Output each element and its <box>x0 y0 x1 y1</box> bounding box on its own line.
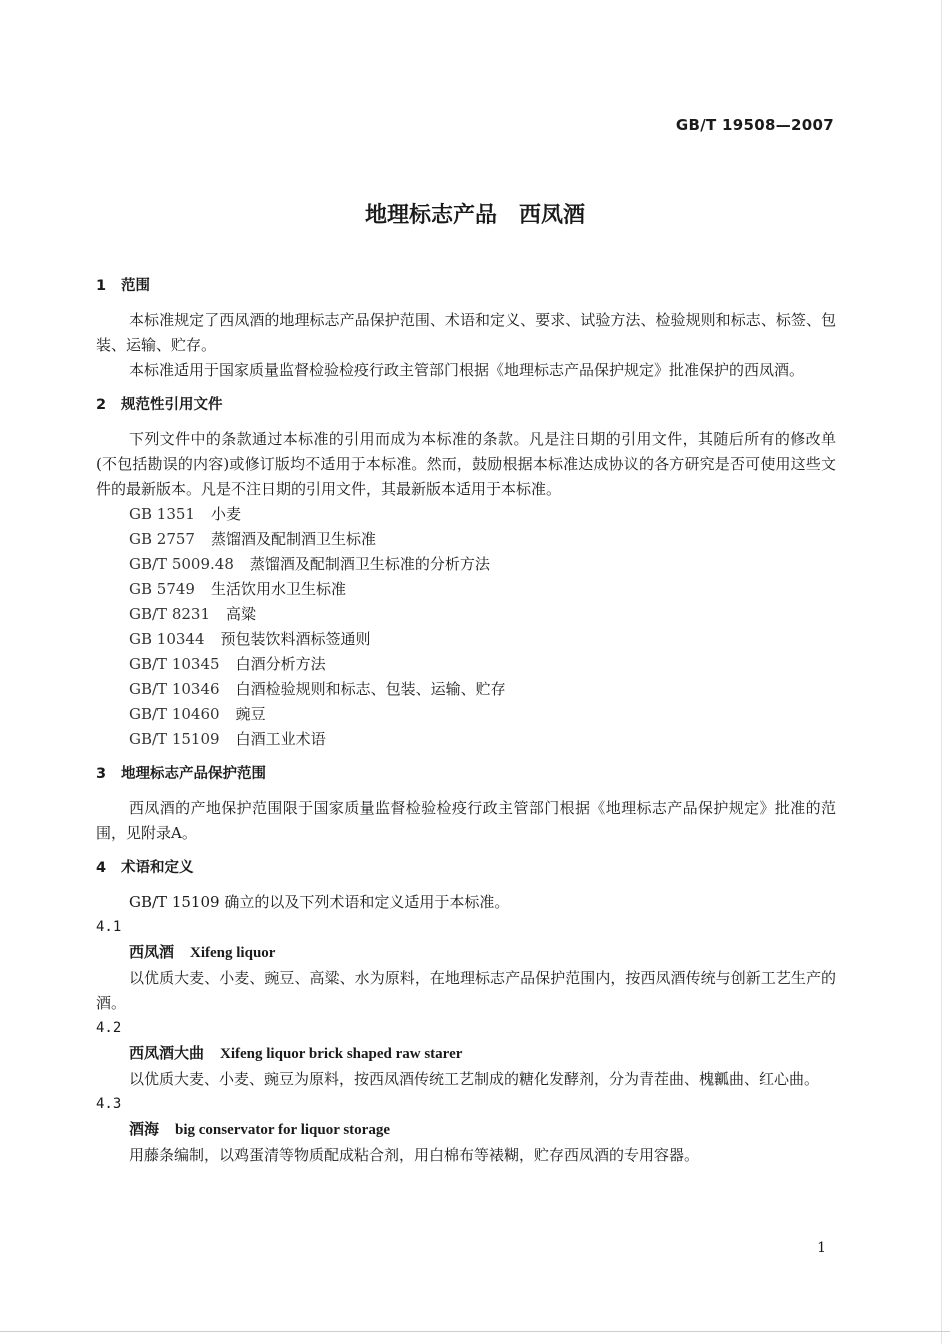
section-3-heading <box>96 762 836 786</box>
section-number: 2 <box>96 397 107 413</box>
reference-code: GB 1351 <box>129 505 195 523</box>
normative-references-list <box>96 502 836 752</box>
section-title: 范围 <box>121 278 150 294</box>
section-4-paragraph-1: GB/T 15109 确立的以及下列术语和定义适用于本标准。 <box>129 893 510 911</box>
section-1-paragraph-1: 本标准规定了西凤酒的地理标志产品保护范围、术语和定义、要求、试验方法、检验规则和标志、标签、包装、运输、贮存。 <box>96 311 836 354</box>
section-3-paragraph-1: 西凤酒的产地保护范围限于国家质量监督检验检疫行政主管部门根据《地理标志产品保护规定》批准的范围，见附录A。 <box>96 799 836 842</box>
term-heading <box>129 940 836 966</box>
term-number: 4.1 <box>96 919 122 935</box>
section-number: 4 <box>96 860 107 876</box>
term-zh: 西凤酒 <box>129 943 175 961</box>
term-heading <box>129 1041 836 1067</box>
term-definition: 以优质大麦、小麦、豌豆、高粱、水为原料，在地理标志产品保护范围内，按西凤酒传统与创新工艺生产的酒。 <box>96 969 836 1012</box>
reference-code: GB/T 10345 <box>129 655 220 673</box>
section-2-heading <box>96 393 836 417</box>
reference-code: GB/T 15109 <box>129 730 220 748</box>
reference-name: 预包装饮料酒标签通则 <box>220 630 371 648</box>
reference-code: GB/T 8231 <box>129 605 211 623</box>
term-zh: 西凤酒大曲 <box>129 1044 205 1062</box>
section-1-paragraph-2: 本标准适用于国家质量监督检验检疫行政主管部门根据《地理标志产品保护规定》批准保护的西凤酒。 <box>129 361 805 379</box>
section-1-heading <box>96 274 836 298</box>
section-number: 3 <box>96 766 107 782</box>
list-item <box>96 727 836 752</box>
reference-name: 白酒分析方法 <box>235 655 326 673</box>
list-item <box>96 627 836 652</box>
reference-code: GB 2757 <box>129 530 195 548</box>
term-number: 4.3 <box>96 1096 122 1112</box>
list-item <box>96 577 836 602</box>
reference-name: 白酒检验规则和标志、包装、运输、贮存 <box>235 680 506 698</box>
scan-bottom-line <box>0 1331 950 1332</box>
reference-name: 小麦 <box>210 505 241 523</box>
list-item <box>96 602 836 627</box>
list-item <box>96 527 836 552</box>
page-title: 地理标志产品 西凤酒 <box>364 203 585 228</box>
reference-code: GB/T 5009.48 <box>129 555 234 573</box>
term-definition: 以优质大麦、小麦、豌豆为原料，按西凤酒传统工艺制成的糖化发酵剂，分为青茬曲、槐瓤曲、红心曲。 <box>129 1070 820 1088</box>
list-item <box>96 702 836 727</box>
reference-code: GB 5749 <box>129 580 195 598</box>
section-2-paragraph-1: 下列文件中的条款通过本标准的引用而成为本标准的条款。凡是注日期的引用文件，其随后所有的修改单(不包括勘误的内容)或修订版均不适用于本标准。然而，鼓励根据本标准达成协议的各方研究是否可使用这些文件的最新版本。凡是不注日期的引用文件，其最新版本适用于本标准。 <box>96 430 836 498</box>
term-definition: 用藤条编制，以鸡蛋清等物质配成粘合剂，用白棉布等裱糊，贮存西凤酒的专用容器。 <box>129 1146 700 1164</box>
section-title: 规范性引用文件 <box>121 397 223 413</box>
term-en: big conservator for liquor storage <box>175 1122 390 1138</box>
section-4-heading <box>96 856 836 880</box>
section-title: 地理标志产品保护范围 <box>121 766 266 782</box>
section-title: 术语和定义 <box>121 860 194 876</box>
list-item <box>96 552 836 577</box>
list-item <box>96 652 836 677</box>
reference-code: GB/T 10460 <box>129 705 220 723</box>
reference-name: 生活饮用水卫生标准 <box>210 580 346 598</box>
list-item <box>96 677 836 702</box>
standard-code: GB/T 19508—2007 <box>675 116 834 134</box>
reference-name: 豌豆 <box>235 705 266 723</box>
term-en: Xifeng liquor brick shaped raw starer <box>220 1046 463 1062</box>
reference-name: 高粱 <box>226 605 257 623</box>
reference-code: GB/T 10346 <box>129 680 220 698</box>
reference-code: GB 10344 <box>129 630 205 648</box>
term-zh: 酒海 <box>129 1120 160 1138</box>
term-en: Xifeng liquor <box>190 945 276 961</box>
reference-name: 白酒工业术语 <box>235 730 326 748</box>
reference-name: 蒸馏酒及配制酒卫生标准 <box>210 530 376 548</box>
section-number: 1 <box>96 278 107 294</box>
document-body <box>96 274 836 1168</box>
reference-name: 蒸馏酒及配制酒卫生标准的分析方法 <box>249 555 490 573</box>
page-number: 1 <box>817 1240 826 1256</box>
term-heading <box>129 1117 836 1143</box>
list-item <box>96 502 836 527</box>
term-number: 4.2 <box>96 1020 122 1036</box>
